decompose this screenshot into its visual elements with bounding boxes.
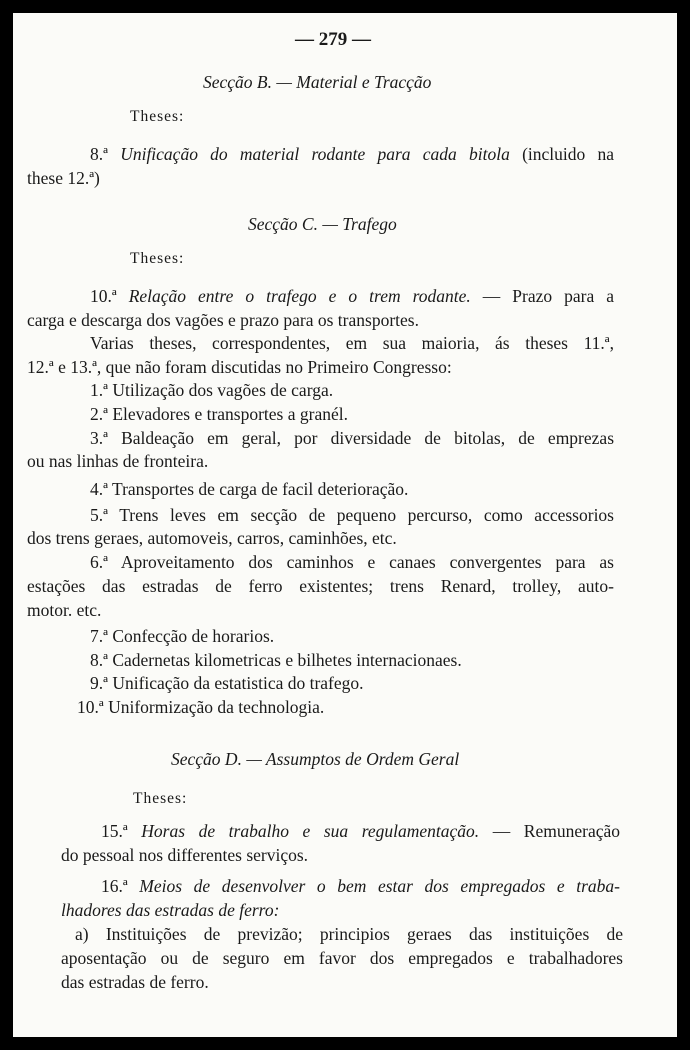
- item-7: 7.ª Confecção de horarios.: [90, 626, 275, 646]
- item-5-line2: dos trens geraes, automoveis, carros, caminhões, etc.: [27, 528, 397, 548]
- item-10: 10.ª Uniformização da technologia.: [77, 697, 325, 717]
- thesis-16-line1: [101, 875, 620, 897]
- item-5-line1: 5.ª Trens leves em secção de pequeno percurso, como accessorios: [90, 505, 614, 525]
- thesis-8-line1: [90, 143, 614, 165]
- thesis-10-line1: [90, 285, 614, 307]
- section-b-heading: Secção B. — Material e Tracção: [203, 72, 432, 92]
- item-6-line3: motor. etc.: [27, 600, 102, 620]
- document-page: [13, 13, 677, 1037]
- section-b-theses-label: Theses:: [130, 108, 185, 125]
- thesis-16-line2: lhadores das estradas de ferro:: [61, 900, 280, 920]
- item-6-line1: 6.ª Aproveitamento dos caminhos e canaes convergentes para as: [90, 552, 614, 572]
- item-8: 8.ª Cadernetas kilometricas e bilhetes internacionaes.: [90, 650, 462, 670]
- varias-line2: 12.ª e 13.ª, que não foram discutidas no Primeiro Congresso:: [27, 357, 452, 377]
- thesis-8-title: Unificação do material rodante para cada bitola: [120, 144, 510, 164]
- item-1: 1.ª Utilização dos vagões de carga.: [90, 380, 334, 400]
- thesis-8-rest: (incluido na: [522, 144, 615, 164]
- thesis-8-line2: these 12.ª): [27, 168, 100, 188]
- thesis-10-line2: carga e descarga dos vagões e prazo para os transportes.: [27, 310, 419, 330]
- item-a-line2: aposentação ou de seguro em favor dos empregados e trabalhadores: [61, 948, 623, 968]
- section-c-theses-label: Theses:: [130, 250, 185, 267]
- thesis-15-line1: [101, 820, 620, 842]
- thesis-16-title: Meios de desenvolver o bem estar dos empregados e traba-: [139, 876, 621, 896]
- section-c-heading: Secção C. — Trafego: [248, 214, 397, 234]
- page-number: — 279 —: [295, 29, 371, 50]
- thesis-15-rest: — Remuneração: [492, 821, 620, 841]
- item-3-line2: ou nas linhas de fronteira.: [27, 451, 209, 471]
- item-2: 2.ª Elevadores e transportes a granél.: [90, 404, 348, 424]
- thesis-8-number: 8.ª: [90, 144, 108, 164]
- section-d-theses-label: Theses:: [133, 790, 188, 807]
- item-3-line1: 3.ª Baldeação em geral, por diversidade de bitolas, de emprezas: [90, 428, 614, 448]
- thesis-15-number: 15.ª: [101, 821, 128, 841]
- thesis-15-line2: do pessoal nos differentes serviços.: [61, 845, 309, 865]
- item-a-line1: a) Instituições de previzão; principios geraes das instituições de: [75, 924, 623, 944]
- item-6-line2: estações das estradas de ferro existentes; trens Renard, trolley, auto-: [27, 576, 614, 596]
- item-9: 9.ª Unificação da estatistica do trafego.: [90, 673, 364, 693]
- item-4: 4.ª Transportes de carga de facil deterioração.: [90, 479, 409, 499]
- thesis-10-rest: — Prazo para a: [482, 286, 614, 306]
- thesis-10-title: Relação entre o trafego e o trem rodante.: [128, 286, 471, 306]
- item-a-line3: das estradas de ferro.: [61, 972, 209, 992]
- thesis-10-number: 10.ª: [90, 286, 117, 306]
- section-d-heading: Secção D. — Assumptos de Ordem Geral: [171, 749, 460, 769]
- thesis-15-title: Horas de trabalho e sua regulamentação.: [141, 821, 480, 841]
- thesis-16-number: 16.ª: [101, 876, 128, 896]
- varias-line1: Varias theses, correspondentes, em sua maioria, ás theses 11.ª,: [90, 333, 614, 353]
